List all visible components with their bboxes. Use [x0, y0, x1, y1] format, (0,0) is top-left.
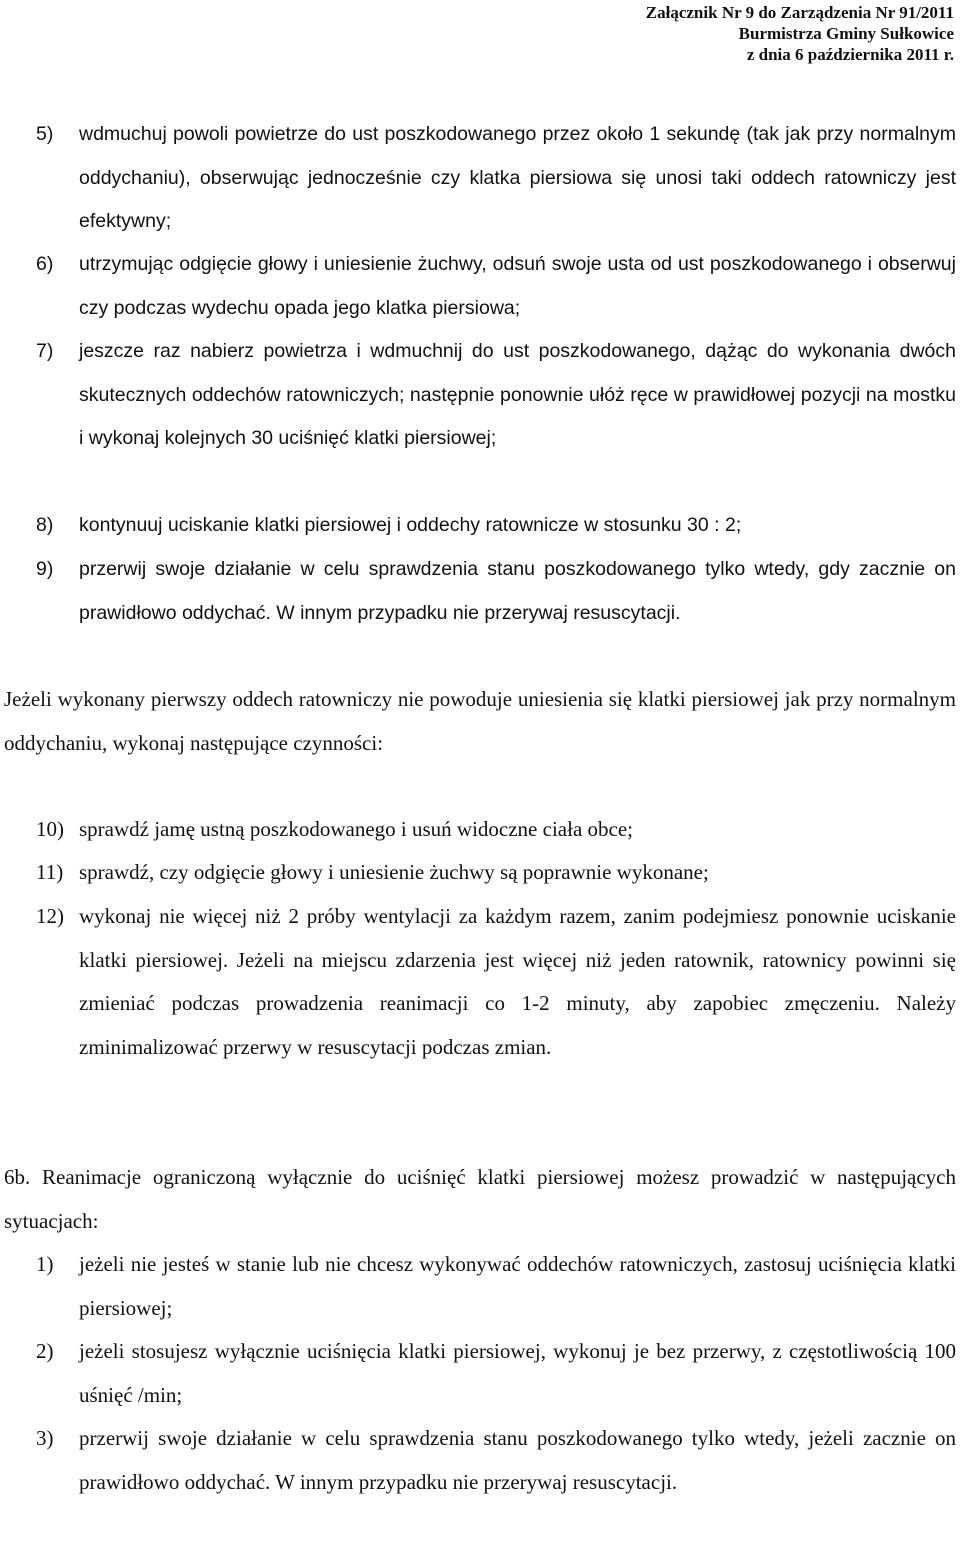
list-item-number: 9) [36, 558, 54, 580]
document-header [646, 2, 954, 65]
list-item-text: jeżeli nie jesteś w stanie lub nie chcesz wykonywać oddechów ratowniczych, zastosuj uciśnięcia klatki piersiowej; [79, 1252, 956, 1320]
list-item-10 [36, 808, 956, 852]
list-item-text: przerwij swoje działanie w celu sprawdzenia stanu poszkodowanego tylko wtedy, jeżeli zacznie on prawidłowo oddychać. W innym przypadku nie przerywaj resuscytacji. [79, 1426, 956, 1494]
list-item-text: sprawdź, czy odgięcie głowy i uniesienie żuchwy są poprawnie wykonane; [79, 860, 709, 884]
list-item-1 [36, 1243, 956, 1330]
header-line-2: Burmistrza Gminy Sułkowice [738, 24, 954, 43]
list-item-2 [36, 1330, 956, 1417]
list-item-7 [36, 330, 956, 461]
header-line-1: Załącznik Nr 9 do Zarządzenia Nr 91/2011 [645, 3, 954, 22]
header-line-3: z dnia 6 października 2011 r. [746, 45, 954, 64]
list-item-6 [36, 243, 956, 330]
list-item-number: 10) [36, 817, 64, 841]
list-item-3 [36, 1417, 956, 1504]
list-item-number: 5) [36, 123, 54, 145]
list-item-number: 1) [36, 1252, 54, 1276]
list-item-text: jeżeli stosujesz wyłącznie uciśnięcia klatki piersiowej, wykonuj je bez przerwy, z częstotliwością 100 uśnięć /min; [79, 1339, 956, 1407]
list-item-11 [36, 851, 956, 895]
list-item-number: 2) [36, 1339, 54, 1363]
list-item-text: jeszcze raz nabierz powietrza i wdmuchnij do ust poszkodowanego, dążąc do wykonania dwóch skutecznych oddechów ratowniczych; następnie ponownie ułóż ręce w prawidłowej pozycji na mostku i wykonaj kolejnych 30 uciśnięć klatki piersiowej; [79, 340, 956, 449]
list-item-text: kontynuuj uciskanie klatki piersiowej i oddechy ratownicze w stosunku 30 : 2; [79, 514, 742, 536]
paragraph-instructions: Jeżeli wykonany pierwszy oddech ratowniczy nie powoduje uniesienia się klatki piersiowej jak przy normalnym oddychaniu, wykonaj następujące czynności: [4, 687, 956, 755]
list-item-text: sprawdź jamę ustną poszkodowanego i usuń widoczne ciała obce; [79, 817, 633, 841]
list-item-number: 7) [36, 340, 54, 362]
list-item-number: 3) [36, 1426, 54, 1450]
list-item-9 [36, 548, 956, 635]
list-item-number: 11) [36, 860, 64, 884]
list-item-text: wykonaj nie więcej niż 2 próby wentylacji za każdym razem, zanim podejmiesz ponownie uciskanie klatki piersiowej. Jeżeli na miejscu zdarzenia jest więcej niż jeden ratownik, ratownicy powinni się zmieniać podczas prowadzenia reanimacji co 1-2 minuty, aby zapobiec zmęczeniu. Należy zminimalizować przerwy w resuscytacji podczas zmian. [79, 904, 956, 1059]
list-item-number: 8) [36, 514, 54, 536]
list-item-5 [36, 113, 956, 244]
list-item-12 [36, 895, 956, 1069]
paragraph-6b: 6b. Reanimacje ograniczoną wyłącznie do uciśnięć klatki piersiowej możesz prowadzić w następujących sytuacjach: [4, 1165, 956, 1233]
list-item-text: wdmuchuj powoli powietrze do ust poszkodowanego przez około 1 sekundę (tak jak przy normalnym oddychaniu), obserwując jednocześnie czy klatka piersiowa się unosi taki oddech ratowniczy jest efektywny; [79, 123, 956, 232]
list-item-text: przerwij swoje działanie w celu sprawdzenia stanu poszkodowanego tylko wtedy, gdy zacznie on prawidłowo oddychać. W innym przypadku nie przerywaj resuscytacji. [79, 558, 956, 624]
list-item-8 [36, 504, 956, 548]
list-item-number: 12) [36, 904, 64, 928]
list-item-number: 6) [36, 253, 54, 275]
list-item-text: utrzymując odgięcie głowy i uniesienie żuchwy, odsuń swoje usta od ust poszkodowanego i obserwuj czy podczas wydechu opada jego klatka piersiowa; [79, 253, 956, 319]
